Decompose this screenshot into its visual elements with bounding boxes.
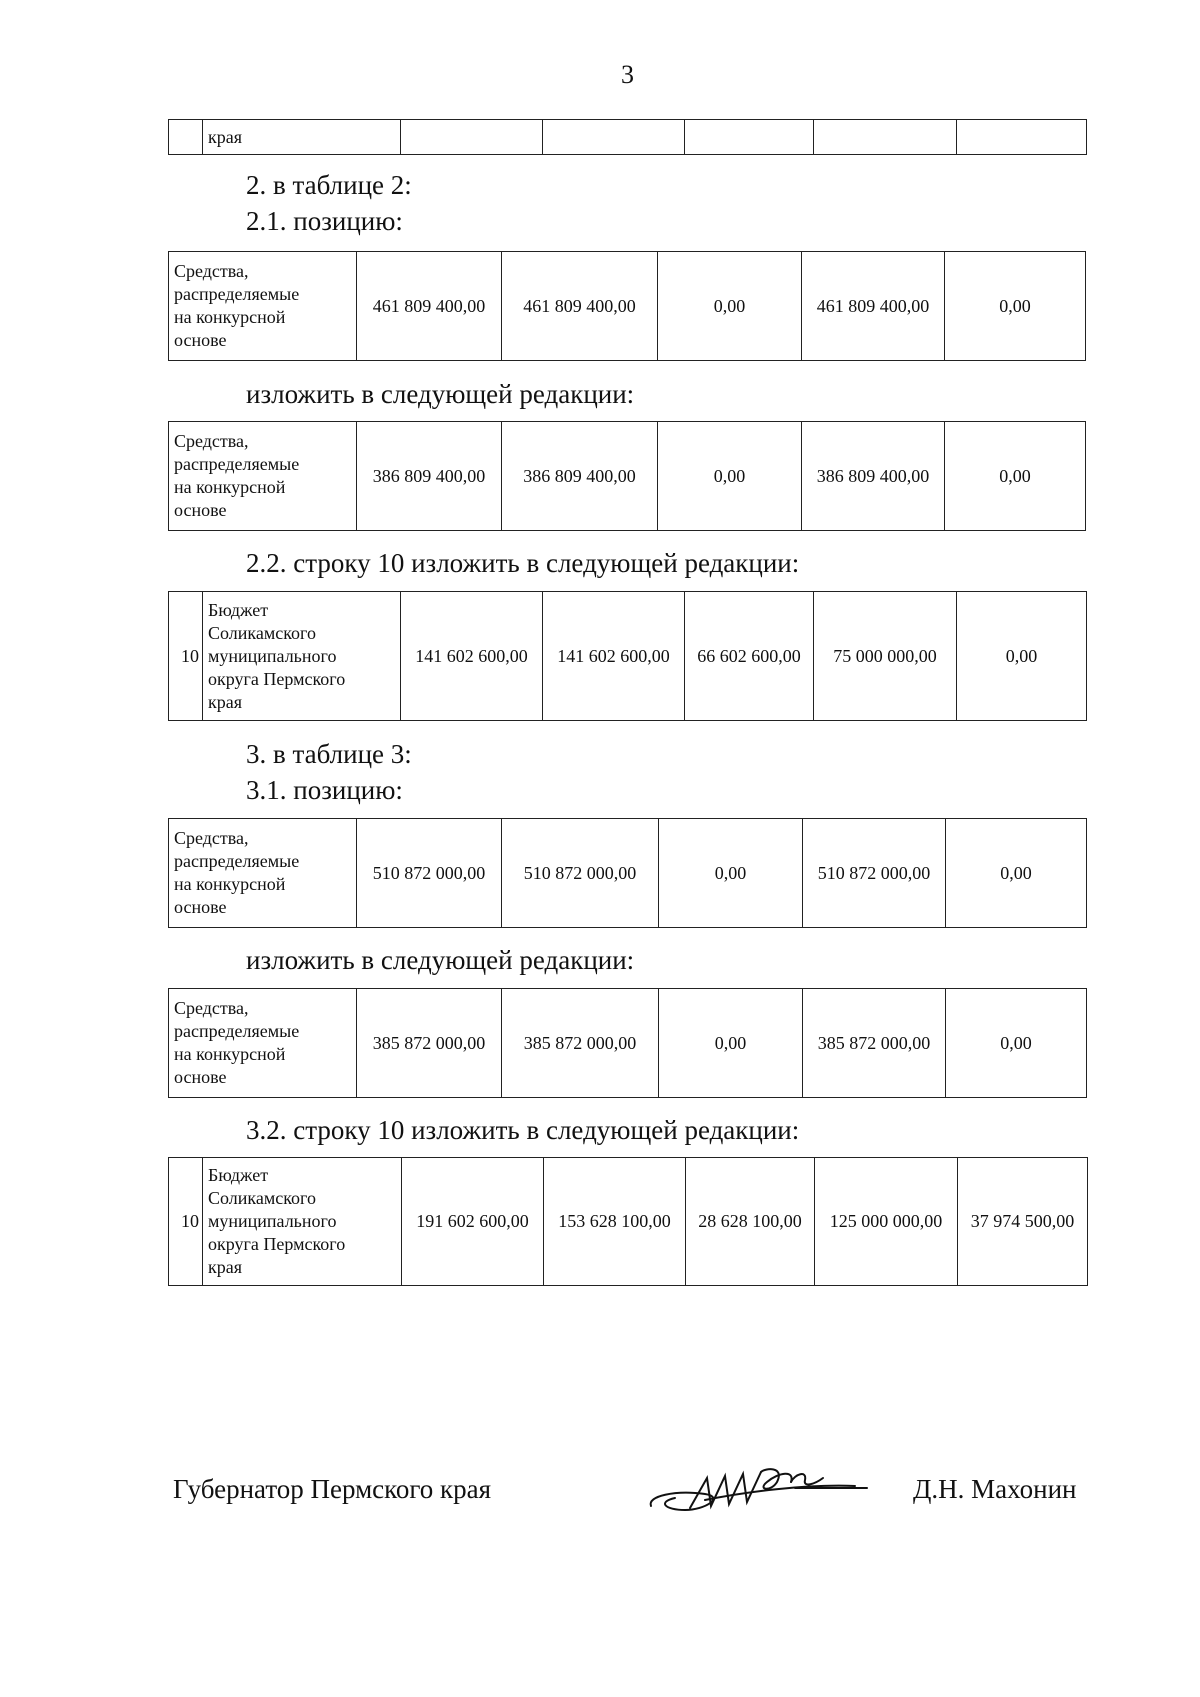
table-row xyxy=(169,592,1087,721)
value-cell: 510 872 000,00 xyxy=(502,819,659,928)
value-cell: 461 809 400,00 xyxy=(502,252,658,361)
heading-3-2: 3.2. строку 10 изложить в следующей редакции: xyxy=(246,1115,800,1145)
value-cell: 66 602 600,00 xyxy=(685,592,814,721)
page-number: 3 xyxy=(621,60,634,89)
value-cell xyxy=(957,120,1087,155)
signatory-title: Губернатор Пермского края xyxy=(173,1474,492,1504)
value-cell: 153 628 100,00 xyxy=(544,1158,686,1286)
label-cell: края xyxy=(203,120,401,155)
table-row xyxy=(169,120,1087,155)
table-2-1-old xyxy=(168,251,1086,361)
value-cell: 461 809 400,00 xyxy=(357,252,502,361)
value-cell xyxy=(685,120,814,155)
heading-table-2: 2. в таблице 2: xyxy=(246,170,412,200)
value-cell: 0,00 xyxy=(659,989,803,1098)
value-cell: 385 872 000,00 xyxy=(502,989,659,1098)
value-cell: 0,00 xyxy=(659,819,803,928)
heading-2-1: 2.1. позицию: xyxy=(246,206,403,236)
value-cell xyxy=(814,120,957,155)
label-cell: Средства, распределяемые на конкурсной основе xyxy=(169,819,357,928)
value-cell: 385 872 000,00 xyxy=(803,989,946,1098)
table-row xyxy=(169,422,1086,531)
table-row xyxy=(169,1158,1088,1286)
table-2-1-new xyxy=(168,421,1086,531)
heading-table-3: 3. в таблице 3: xyxy=(246,739,412,769)
table-2-2 xyxy=(168,591,1087,721)
label-cell: Средства, распределяемые на конкурсной основе xyxy=(169,422,357,531)
table-row xyxy=(169,819,1087,928)
value-cell: 385 872 000,00 xyxy=(357,989,502,1098)
value-cell: 510 872 000,00 xyxy=(357,819,502,928)
signature-image xyxy=(645,1448,875,1528)
value-cell: 0,00 xyxy=(945,252,1086,361)
heading-2-2: 2.2. строку 10 изложить в следующей редакции: xyxy=(246,548,800,578)
value-cell: 191 602 600,00 xyxy=(402,1158,544,1286)
value-cell: 386 809 400,00 xyxy=(802,422,945,531)
table-3-2 xyxy=(168,1157,1088,1286)
table-fragment xyxy=(168,119,1087,155)
value-cell: 0,00 xyxy=(658,422,802,531)
value-cell: 0,00 xyxy=(945,422,1086,531)
value-cell: 0,00 xyxy=(946,819,1087,928)
value-cell: 37 974 500,00 xyxy=(958,1158,1088,1286)
table-row xyxy=(169,252,1086,361)
index-cell xyxy=(169,120,203,155)
label-cell: Средства, распределяемые на конкурсной основе xyxy=(169,252,357,361)
table-3-1-new xyxy=(168,988,1087,1098)
index-cell: 10 xyxy=(169,1158,203,1286)
label-cell: Бюджет Соликамского муниципального округа Пермского края xyxy=(203,1158,402,1286)
value-cell: 461 809 400,00 xyxy=(802,252,945,361)
table-3-1-old xyxy=(168,818,1087,928)
label-cell: Средства, распределяемые на конкурсной основе xyxy=(169,989,357,1098)
value-cell: 0,00 xyxy=(957,592,1087,721)
value-cell: 125 000 000,00 xyxy=(815,1158,958,1286)
index-cell: 10 xyxy=(169,592,203,721)
value-cell: 28 628 100,00 xyxy=(686,1158,815,1286)
value-cell: 386 809 400,00 xyxy=(502,422,658,531)
label-cell: Бюджет Соликамского муниципального округа Пермского края xyxy=(203,592,401,721)
table-row xyxy=(169,989,1087,1098)
signatory-name: Д.Н. Махонин xyxy=(913,1474,1077,1504)
value-cell: 75 000 000,00 xyxy=(814,592,957,721)
value-cell xyxy=(543,120,685,155)
value-cell: 141 602 600,00 xyxy=(543,592,685,721)
value-cell: 0,00 xyxy=(946,989,1087,1098)
heading-2-1-new: изложить в следующей редакции: xyxy=(246,379,635,409)
value-cell: 386 809 400,00 xyxy=(357,422,502,531)
value-cell: 141 602 600,00 xyxy=(401,592,543,721)
value-cell xyxy=(401,120,543,155)
heading-3-1: 3.1. позицию: xyxy=(246,775,403,805)
heading-3-1-new: изложить в следующей редакции: xyxy=(246,945,635,975)
value-cell: 510 872 000,00 xyxy=(803,819,946,928)
value-cell: 0,00 xyxy=(658,252,802,361)
